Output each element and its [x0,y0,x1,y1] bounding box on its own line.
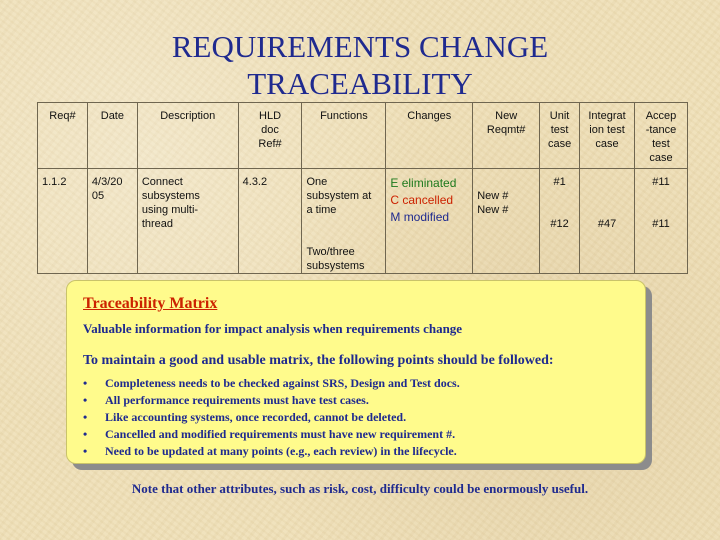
header-changes: Changes [386,103,473,169]
list-item-text: All performance requirements must have test cases. [105,393,369,407]
cell-new-reqmt-line: New # [477,204,509,216]
header-acceptance-line: -tance [645,124,677,136]
cell-function-line: subsystem at [306,190,372,202]
header-unit-line: case [547,138,572,150]
cell-new-reqmt [473,169,540,274]
callout-title: Traceability Matrix [83,295,218,312]
change-modified: M modified [390,210,450,224]
cell-functions [302,169,386,274]
cell-function-line: Two/three [306,246,355,258]
callout-points-list [83,375,460,460]
cell-integration-line: #47 [597,218,617,230]
header-new-reqmt [473,103,540,169]
header-description: Description [137,103,238,169]
list-item [83,443,460,460]
list-item-text: Completeness needs to be checked against SRS, Design and Test docs. [105,376,460,390]
header-hld-line: Ref# [258,138,282,150]
slide-title [0,28,720,102]
traceability-table [37,102,688,274]
footer-note: Note that other attributes, such as risk, cost, difficulty could be enormously useful. [131,481,589,496]
cell-description [137,169,238,274]
header-date: Date [87,103,137,169]
cell-integration [580,169,635,274]
cell-unit [540,169,580,274]
cell-unit-line: #1 [553,176,566,188]
header-integration-line: Integrat [588,110,626,122]
cell-description-line: using multi- [141,204,199,216]
header-acceptance-line: test [652,138,670,150]
cell-hld: 4.3.2 [238,169,302,274]
cell-req: 1.1.2 [38,169,88,274]
title-line-1: REQUIREMENTS CHANGE [171,29,549,64]
cell-function-line: subsystems [306,260,365,272]
header-functions: Functions [302,103,386,169]
cell-acceptance [635,169,688,274]
cell-date-line: 4/3/20 [91,176,123,188]
list-item-text: Like accounting systems, once recorded, cannot be deleted. [105,410,407,424]
cell-description-line: subsystems [141,190,200,202]
list-item [83,392,460,409]
cell-function-line: One [306,176,328,188]
list-item [83,375,460,392]
list-item-text: Cancelled and modified requirements must have new requirement #. [105,427,456,441]
header-hld-line: HLD [259,110,282,122]
cell-acceptance-line: #11 [652,176,670,188]
cell-function-line: a time [306,204,337,216]
list-item-text: Need to be updated at many points (e.g., each review) in the lifecycle. [105,444,457,458]
cell-date [87,169,137,274]
header-integration [580,103,635,169]
header-new-reqmt-line: New [495,110,518,122]
bullet-icon: • [83,393,88,407]
header-unit [540,103,580,169]
list-item [83,409,460,426]
table-row [38,169,688,274]
callout-subtitle: Valuable information for impact analysis when requirements change [83,321,463,336]
cell-unit-line: #12 [550,218,569,230]
header-acceptance [635,103,688,169]
bullet-icon: • [83,410,88,424]
cell-new-reqmt-line: New # [477,190,509,202]
header-req: Req# [38,103,88,169]
cell-changes [386,169,473,274]
header-unit-line: Unit [549,110,570,122]
cell-description-line: Connect [141,176,183,188]
cell-date-line: 05 [91,190,105,202]
header-integration-line: ion test [589,124,625,136]
cell-acceptance-line: #11 [652,218,670,230]
header-new-reqmt-line: Reqmt# [486,124,526,136]
traceability-matrix-callout [66,280,646,464]
change-cancelled: C cancelled [390,193,454,207]
header-acceptance-line: case [649,152,673,164]
list-item [83,426,460,443]
change-eliminated: E eliminated [390,176,457,190]
bullet-icon: • [83,427,88,441]
header-hld [238,103,302,169]
bullet-icon: • [83,444,88,458]
title-line-2: TRACEABILITY [247,66,473,101]
table-header-row [38,103,688,169]
callout-lead: To maintain a good and usable matrix, the following points should be followed: [83,353,554,368]
cell-description-line: thread [141,218,174,230]
bullet-icon: • [83,376,88,390]
header-hld-line: doc [261,124,279,136]
header-unit-line: test [550,124,569,136]
header-acceptance-line: Accep [645,110,677,122]
header-integration-line: case [595,138,619,150]
